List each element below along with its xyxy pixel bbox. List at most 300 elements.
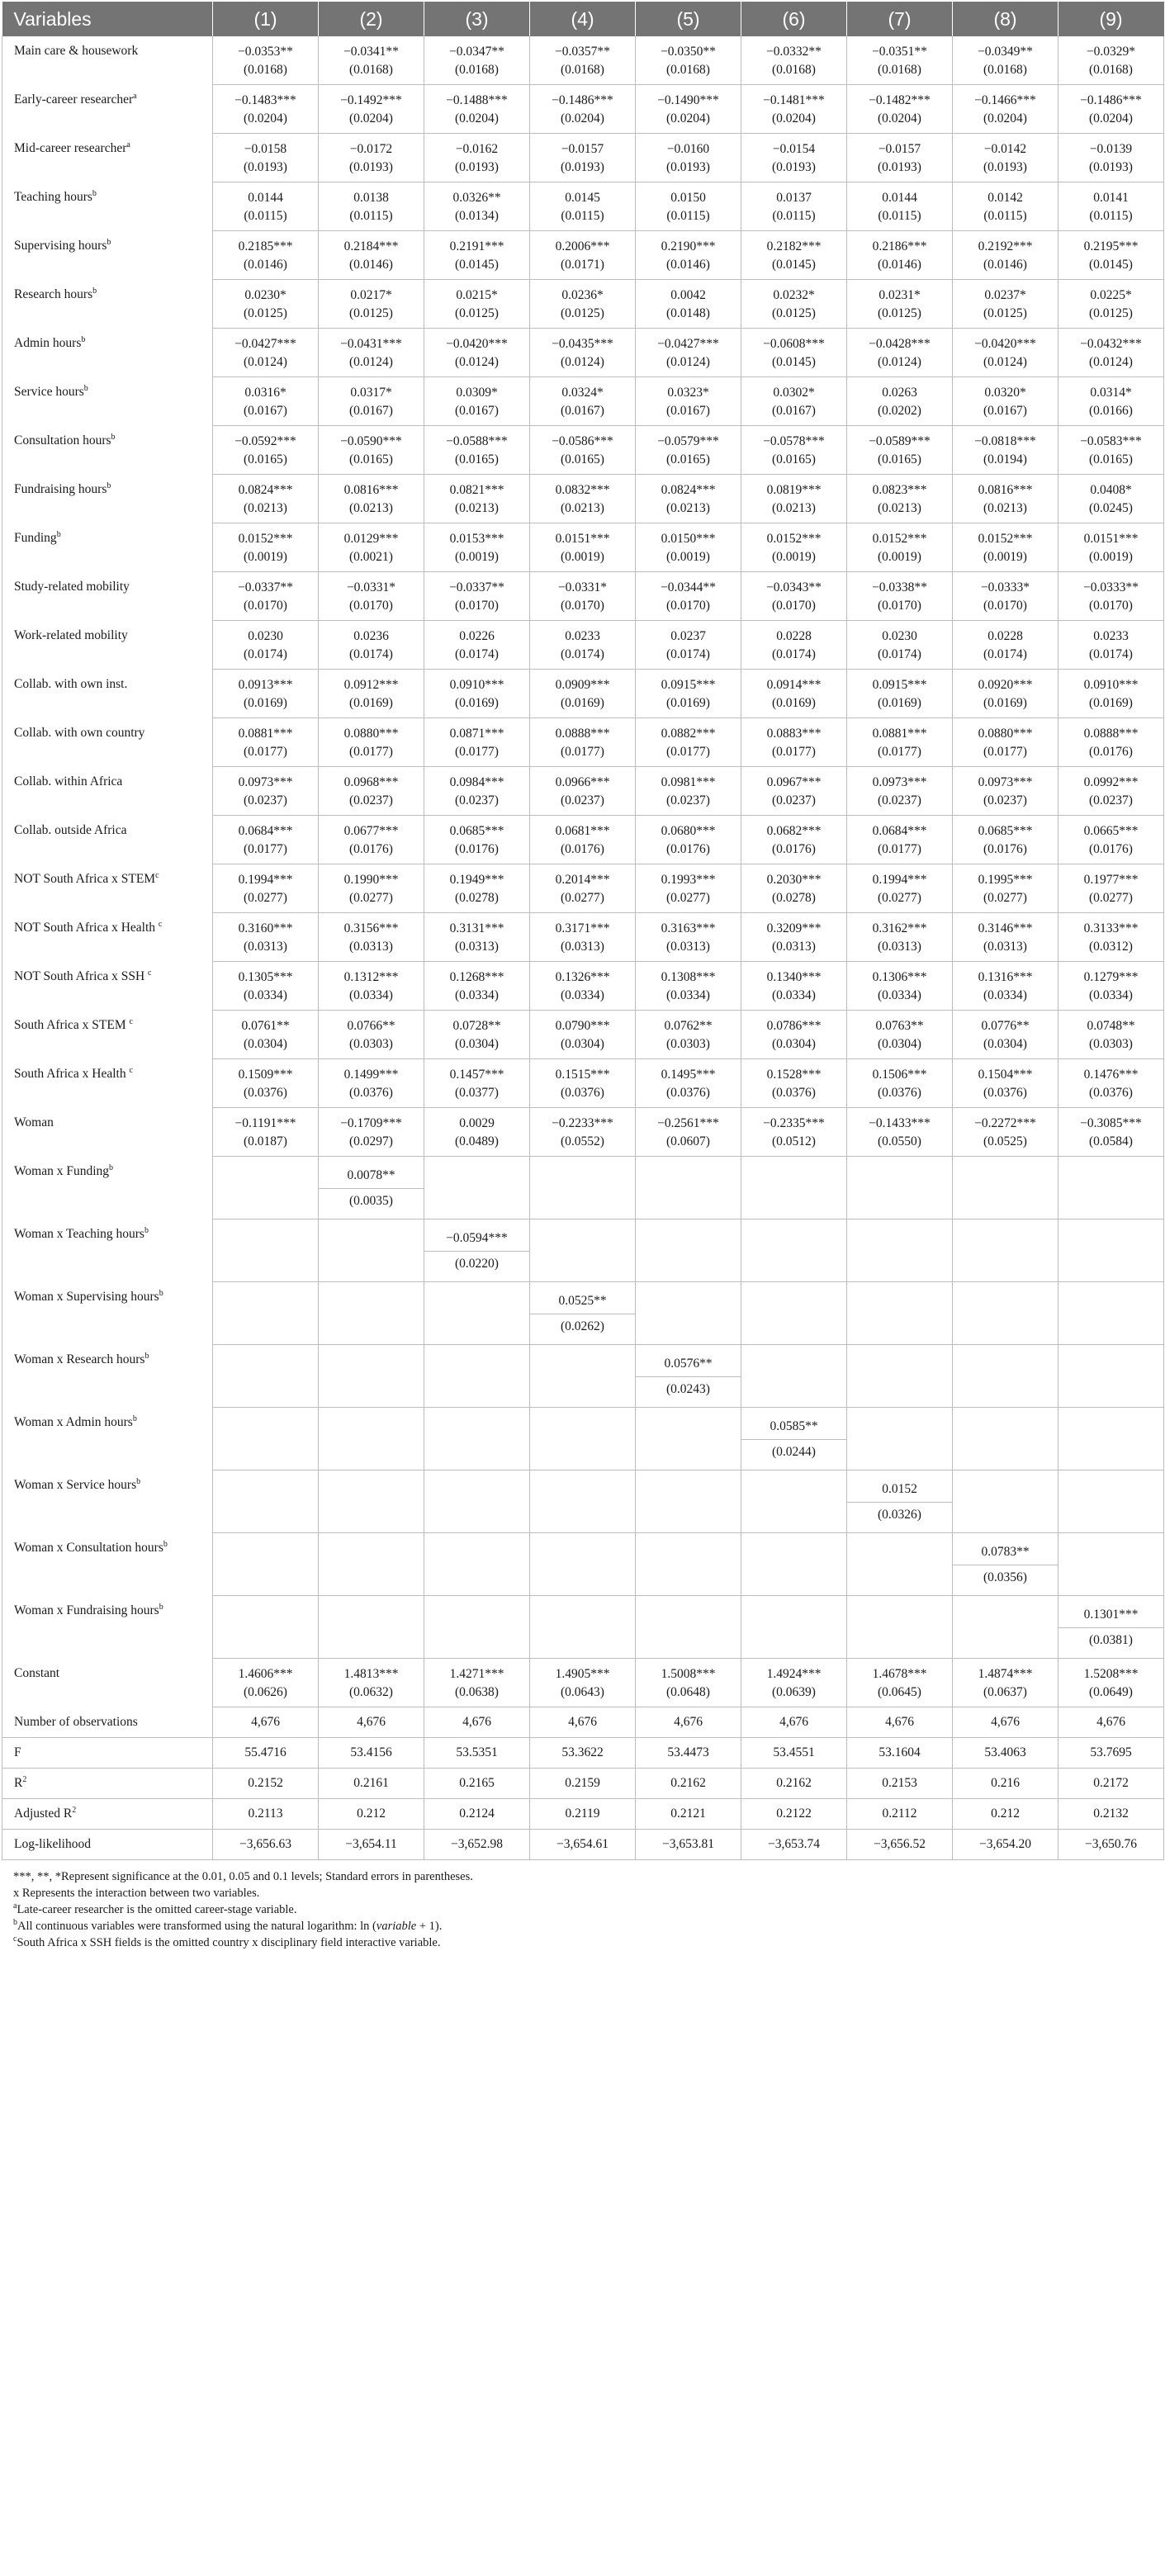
std-error-cell: (0.0277) (953, 889, 1058, 913)
std-error-cell: (0.0648) (636, 1683, 741, 1707)
std-error-cell: (0.0278) (741, 889, 847, 913)
statistic-cell: 53.4063 (953, 1738, 1058, 1769)
empty-cell (741, 1470, 847, 1503)
coefficient-cell: −0.0349** (953, 36, 1058, 61)
coefficient-cell: 0.0981*** (636, 767, 741, 793)
statistic-cell: 0.2162 (636, 1769, 741, 1799)
std-error-cell: (0.0019) (636, 548, 741, 572)
coefficient-cell: 0.0144 (847, 182, 953, 208)
variable-name: Mid-career researcher (14, 140, 127, 155)
coefficient-cell: 0.0324* (530, 377, 636, 403)
coefficient-cell: 0.0151*** (530, 523, 636, 549)
std-error-cell: (0.0124) (319, 353, 424, 377)
coefficient-cell: 0.0230 (847, 621, 953, 646)
coefficient-cell: 0.0316* (213, 377, 319, 403)
std-error-cell: (0.0174) (424, 646, 530, 670)
std-error-cell: (0.0125) (530, 305, 636, 329)
empty-cell (741, 1596, 847, 1628)
footnote-marker: c (129, 1065, 133, 1075)
table-note (13, 1918, 1163, 1934)
empty-cell (213, 1189, 319, 1219)
coefficient-cell: 0.1995*** (953, 864, 1058, 890)
empty-cell (953, 1345, 1058, 1377)
statistic-cell: 0.2162 (741, 1769, 847, 1799)
empty-cell (1058, 1408, 1164, 1440)
coefficient-cell: 0.3171*** (530, 913, 636, 939)
coefficient-cell: −0.1191*** (213, 1108, 319, 1134)
coefficient-cell: 0.1990*** (319, 864, 424, 890)
footnote-marker: b (144, 1225, 149, 1235)
variable-label (2, 1596, 213, 1659)
empty-cell (424, 1377, 530, 1408)
std-error-cell: (0.0019) (847, 548, 953, 572)
statistic-row (2, 1799, 1164, 1830)
coefficient-cell: −0.0427*** (636, 329, 741, 354)
statistic-cell: 4,676 (953, 1707, 1058, 1738)
coefficient-cell: 0.0326** (424, 182, 530, 208)
coefficient-cell: 0.0973*** (953, 767, 1058, 793)
coefficient-cell: 0.0302* (741, 377, 847, 403)
table-note (13, 1885, 1163, 1901)
std-error-cell: (0.0489) (424, 1133, 530, 1157)
statistic-cell: 4,676 (741, 1707, 847, 1738)
coefficient-cell: −0.0589*** (847, 426, 953, 452)
variable-label (2, 377, 213, 426)
std-error-cell: (0.0115) (1058, 207, 1164, 231)
coefficient-cell: −0.0583*** (1058, 426, 1164, 452)
empty-cell (1058, 1314, 1164, 1345)
empty-cell (424, 1503, 530, 1533)
empty-cell (741, 1533, 847, 1565)
statistic-cell: 0.2161 (319, 1769, 424, 1799)
empty-cell (213, 1157, 319, 1189)
variable-name: Work-related mobility (14, 627, 128, 642)
coefficient-cell: −0.1486*** (530, 85, 636, 111)
variable-name: Woman x Funding (14, 1163, 110, 1178)
statistic-cell: −3,656.63 (213, 1830, 319, 1860)
empty-cell (1058, 1470, 1164, 1503)
variable-name: Research hours (14, 286, 93, 301)
coefficient-cell: 0.0832*** (530, 475, 636, 500)
empty-cell (847, 1377, 953, 1408)
statistic-cell: 0.2122 (741, 1799, 847, 1830)
coefficient-cell: −0.0578*** (741, 426, 847, 452)
std-error-cell: (0.0174) (1058, 646, 1164, 670)
std-error-cell: (0.0115) (636, 207, 741, 231)
variable-label (2, 231, 213, 280)
table-note (13, 1901, 1163, 1918)
std-error-cell: (0.0237) (741, 792, 847, 816)
coefficient-cell: 1.5208*** (1058, 1659, 1164, 1684)
statistic-cell: 0.2121 (636, 1799, 741, 1830)
empty-cell (213, 1628, 319, 1659)
variable-label (2, 1157, 213, 1219)
std-error-cell: (0.0168) (213, 61, 319, 85)
empty-cell (847, 1252, 953, 1282)
empty-cell (424, 1533, 530, 1565)
empty-cell (424, 1440, 530, 1470)
footnote-marker: b (159, 1602, 163, 1612)
header-model: (1) (213, 2, 319, 36)
footnote-marker: a (133, 91, 137, 101)
table-row (2, 1108, 1164, 1134)
footnote-marker: a (126, 140, 130, 149)
note-text: x Represents the interaction between two variables. (13, 1887, 260, 1900)
variable-name: Woman x Fundraising hours (14, 1603, 159, 1617)
std-error-cell: (0.0552) (530, 1133, 636, 1157)
std-error-cell: (0.0193) (424, 159, 530, 182)
coefficient-cell: 0.1476*** (1058, 1059, 1164, 1085)
std-error-cell: (0.0170) (424, 597, 530, 621)
std-error-cell: (0.0313) (213, 938, 319, 962)
empty-cell (1058, 1157, 1164, 1189)
empty-cell (847, 1157, 953, 1189)
footnote-marker: b (144, 1351, 149, 1361)
std-error-cell: (0.0125) (953, 305, 1058, 329)
empty-cell (847, 1533, 953, 1565)
std-error-cell: (0.0035) (319, 1189, 424, 1219)
statistic-cell: 0.2119 (530, 1799, 636, 1830)
coefficient-cell: 0.0912*** (319, 670, 424, 695)
coefficient-cell: 0.0910*** (1058, 670, 1164, 695)
std-error-cell: (0.0237) (847, 792, 953, 816)
std-error-cell: (0.0304) (213, 1035, 319, 1059)
empty-cell (847, 1408, 953, 1440)
std-error-cell: (0.0170) (636, 597, 741, 621)
coefficient-cell: 0.3209*** (741, 913, 847, 939)
std-error-cell: (0.0193) (319, 159, 424, 182)
table-row (2, 329, 1164, 354)
coefficient-cell: 0.0763** (847, 1011, 953, 1036)
empty-cell (319, 1219, 424, 1252)
coefficient-cell: 0.3163*** (636, 913, 741, 939)
std-error-cell: (0.0165) (741, 451, 847, 475)
coefficient-cell: 0.0233 (530, 621, 636, 646)
empty-cell (213, 1440, 319, 1470)
empty-cell (847, 1219, 953, 1252)
coefficient-cell: 0.0984*** (424, 767, 530, 793)
std-error-cell: (0.0334) (1058, 987, 1164, 1011)
std-error-cell: (0.0125) (1058, 305, 1164, 329)
empty-cell (424, 1408, 530, 1440)
variable-name: Collab. with own country (14, 725, 145, 740)
empty-cell (530, 1628, 636, 1659)
coefficient-cell: 0.1509*** (213, 1059, 319, 1085)
empty-cell (319, 1314, 424, 1345)
empty-cell (1058, 1189, 1164, 1219)
coefficient-cell: 0.0228 (741, 621, 847, 646)
std-error-cell: (0.0169) (424, 694, 530, 718)
empty-cell (213, 1565, 319, 1596)
std-error-cell: (0.0167) (636, 402, 741, 426)
std-error-cell: (0.0245) (1058, 500, 1164, 523)
std-error-cell: (0.0124) (424, 353, 530, 377)
coefficient-cell: −0.0142 (953, 134, 1058, 159)
variable-label (2, 767, 213, 816)
footnote-marker: b (13, 1918, 17, 1928)
variable-name: NOT South Africa x SSH (14, 968, 149, 983)
coefficient-cell: −0.0158 (213, 134, 319, 159)
coefficient-cell: 0.0142 (953, 182, 1058, 208)
std-error-cell: (0.0204) (319, 110, 424, 134)
statistic-cell: 0.2152 (213, 1769, 319, 1799)
table-row (2, 864, 1164, 890)
std-error-cell: (0.0168) (741, 61, 847, 85)
empty-cell (953, 1377, 1058, 1408)
coefficient-cell: 0.0728** (424, 1011, 530, 1036)
coefficient-cell: 0.2191*** (424, 231, 530, 257)
coefficient-cell: 0.0824*** (636, 475, 741, 500)
coefficient-cell: 0.0910*** (424, 670, 530, 695)
std-error-cell: (0.0204) (636, 110, 741, 134)
interaction-row (2, 1282, 1164, 1314)
std-error-cell: (0.0165) (530, 451, 636, 475)
statistic-cell: 0.212 (319, 1799, 424, 1830)
interaction-row (2, 1533, 1164, 1565)
empty-cell (319, 1408, 424, 1440)
empty-cell (741, 1377, 847, 1408)
coefficient-cell: 0.0153*** (424, 523, 530, 549)
empty-cell (847, 1565, 953, 1596)
coefficient-cell: −0.0431*** (319, 329, 424, 354)
empty-cell (953, 1503, 1058, 1533)
std-error-cell: (0.0277) (213, 889, 319, 913)
statistic-cell: 53.1604 (847, 1738, 953, 1769)
std-error-cell: (0.0168) (424, 61, 530, 85)
empty-cell (530, 1565, 636, 1596)
std-error-cell: (0.0643) (530, 1683, 636, 1707)
empty-cell (319, 1345, 424, 1377)
interaction-row (2, 1408, 1164, 1440)
coefficient-cell: −0.0592*** (213, 426, 319, 452)
coefficient-cell: 0.0681*** (530, 816, 636, 841)
std-error-cell: (0.0177) (530, 743, 636, 767)
empty-cell (530, 1189, 636, 1219)
coefficient-cell: 0.0914*** (741, 670, 847, 695)
std-error-cell: (0.0125) (847, 305, 953, 329)
std-error-cell: (0.0237) (319, 792, 424, 816)
table-row (2, 816, 1164, 841)
coefficient-cell: 0.0145 (530, 182, 636, 208)
empty-cell (953, 1440, 1058, 1470)
coefficient-cell: 0.0819*** (741, 475, 847, 500)
std-error-cell: (0.0277) (847, 889, 953, 913)
std-error-cell: (0.0125) (213, 305, 319, 329)
std-error-cell: (0.0304) (741, 1035, 847, 1059)
std-error-cell: (0.0204) (847, 110, 953, 134)
std-error-cell: (0.0202) (847, 402, 953, 426)
std-error-cell: (0.0204) (213, 110, 319, 134)
empty-cell (213, 1219, 319, 1252)
std-error-cell: (0.0313) (530, 938, 636, 962)
coefficient-cell: 0.3160*** (213, 913, 319, 939)
variable-label (2, 1769, 213, 1799)
footnote-marker: b (132, 1413, 137, 1423)
std-error-cell: (0.0177) (319, 743, 424, 767)
statistic-row (2, 1707, 1164, 1738)
statistic-row (2, 1738, 1164, 1769)
coefficient-cell: 0.0888*** (1058, 718, 1164, 744)
std-error-cell: (0.0177) (847, 743, 953, 767)
footnote-marker: c (13, 1934, 17, 1944)
std-error-cell: (0.0638) (424, 1683, 530, 1707)
coefficient-cell: −0.1481*** (741, 85, 847, 111)
coefficient-cell: 0.0217* (319, 280, 424, 305)
std-error-cell: (0.0148) (636, 305, 741, 329)
table-row (2, 182, 1164, 208)
statistic-cell: 0.2165 (424, 1769, 530, 1799)
variable-label (2, 280, 213, 329)
coefficient-cell: 0.1495*** (636, 1059, 741, 1085)
statistic-cell: 53.3622 (530, 1738, 636, 1769)
empty-cell (636, 1157, 741, 1189)
std-error-cell: (0.0115) (213, 207, 319, 231)
std-error-cell: (0.0512) (741, 1133, 847, 1157)
std-error-cell: (0.0176) (953, 841, 1058, 864)
coefficient-cell: 0.1993*** (636, 864, 741, 890)
statistic-cell: 4,676 (847, 1707, 953, 1738)
coefficient-cell: 0.0684*** (213, 816, 319, 841)
empty-cell (424, 1628, 530, 1659)
std-error-cell: (0.0304) (424, 1035, 530, 1059)
coefficient-cell: −0.0432*** (1058, 329, 1164, 354)
coefficient-cell: −0.0357** (530, 36, 636, 61)
empty-cell (424, 1282, 530, 1314)
std-error-cell: (0.0204) (424, 110, 530, 134)
interaction-row (2, 1345, 1164, 1377)
statistic-cell: 4,676 (1058, 1707, 1164, 1738)
empty-cell (636, 1252, 741, 1282)
coefficient-cell: −0.1466*** (953, 85, 1058, 111)
coefficient-cell: −0.0162 (424, 134, 530, 159)
variable-name: Woman x Research hours (14, 1352, 145, 1366)
coefficient-cell: 0.2014*** (530, 864, 636, 890)
statistic-cell: 53.4473 (636, 1738, 741, 1769)
std-error-cell: (0.0177) (213, 841, 319, 864)
std-error-cell: (0.0213) (213, 500, 319, 523)
coefficient-cell: −0.1488*** (424, 85, 530, 111)
coefficient-cell: 1.4874*** (953, 1659, 1058, 1684)
variable-name: Collab. with own inst. (14, 676, 128, 691)
coefficient-cell: 0.0913*** (213, 670, 319, 695)
std-error-cell: (0.0626) (213, 1683, 319, 1707)
coefficient-cell: 0.0237 (636, 621, 741, 646)
statistic-cell: 53.4551 (741, 1738, 847, 1769)
coefficient-cell: −0.0608*** (741, 329, 847, 354)
variable-name: Woman x Admin hours (14, 1414, 133, 1429)
coefficient-cell: −0.0427*** (213, 329, 319, 354)
header-model: (9) (1058, 2, 1164, 36)
empty-cell (319, 1628, 424, 1659)
coefficient-cell: 0.0309* (424, 377, 530, 403)
empty-cell (319, 1440, 424, 1470)
coefficient-cell: 0.1949*** (424, 864, 530, 890)
std-error-cell: (0.0176) (1058, 841, 1164, 864)
table-row (2, 1011, 1164, 1036)
coefficient-cell: 0.3162*** (847, 913, 953, 939)
std-error-cell: (0.0376) (1058, 1084, 1164, 1108)
std-error-cell: (0.0262) (530, 1314, 636, 1345)
coefficient-cell: −0.0157 (530, 134, 636, 159)
std-error-cell: (0.0165) (319, 451, 424, 475)
std-error-cell: (0.0124) (847, 353, 953, 377)
coefficient-cell: −0.0333** (1058, 572, 1164, 598)
table-row (2, 670, 1164, 695)
statistic-cell: −3,656.52 (847, 1830, 953, 1860)
coefficient-cell: 0.2190*** (636, 231, 741, 257)
interaction-row (2, 1470, 1164, 1503)
empty-cell (847, 1345, 953, 1377)
std-error-cell: (0.0174) (636, 646, 741, 670)
statistic-cell: −3,653.81 (636, 1830, 741, 1860)
std-error-cell: (0.0124) (213, 353, 319, 377)
std-error-cell: (0.0376) (953, 1084, 1058, 1108)
empty-cell (953, 1628, 1058, 1659)
std-error-cell: (0.0237) (424, 792, 530, 816)
coefficient-cell: 0.2182*** (741, 231, 847, 257)
coefficient-cell: 0.0790*** (530, 1011, 636, 1036)
coefficient-cell: 0.0882*** (636, 718, 741, 744)
empty-cell (636, 1408, 741, 1440)
coefficient-cell: −0.0332** (741, 36, 847, 61)
std-error-cell: (0.0303) (636, 1035, 741, 1059)
coefficient-cell: 0.1326*** (530, 962, 636, 987)
coefficient-cell: 0.0078** (319, 1157, 424, 1189)
coefficient-cell: 0.0408* (1058, 475, 1164, 500)
std-error-cell: (0.0124) (530, 353, 636, 377)
variable-name: Woman x Teaching hours (14, 1226, 144, 1241)
std-error-cell: (0.0550) (847, 1133, 953, 1157)
coefficient-cell: 0.0230 (213, 621, 319, 646)
coefficient-cell: 0.2184*** (319, 231, 424, 257)
variable-name: Woman (14, 1115, 54, 1129)
header-variables: Variables (2, 2, 213, 36)
coefficient-cell: 0.0888*** (530, 718, 636, 744)
std-error-cell: (0.0019) (213, 548, 319, 572)
std-error-cell: (0.0244) (741, 1440, 847, 1470)
statistic-cell: −3,654.20 (953, 1830, 1058, 1860)
empty-cell (319, 1377, 424, 1408)
std-error-cell: (0.0193) (636, 159, 741, 182)
coefficient-cell: 0.0576** (636, 1345, 741, 1377)
coefficient-cell: 0.0880*** (953, 718, 1058, 744)
coefficient-cell: 1.4271*** (424, 1659, 530, 1684)
statistic-cell: 0.212 (953, 1799, 1058, 1830)
coefficient-cell: −0.0818*** (953, 426, 1058, 452)
coefficient-cell: 0.0783** (953, 1533, 1058, 1565)
std-error-cell: (0.0193) (953, 159, 1058, 182)
std-error-cell: (0.0170) (741, 597, 847, 621)
footnote-marker: b (136, 1476, 141, 1486)
std-error-cell: (0.0169) (319, 694, 424, 718)
coefficient-cell: 0.0967*** (741, 767, 847, 793)
empty-cell (636, 1628, 741, 1659)
coefficient-cell: −0.0343** (741, 572, 847, 598)
std-error-cell: (0.0193) (530, 159, 636, 182)
coefficient-cell: 0.1316*** (953, 962, 1058, 987)
empty-cell (741, 1189, 847, 1219)
coefficient-cell: 0.0973*** (847, 767, 953, 793)
footnote-marker: b (107, 237, 111, 247)
note-text: ***, **, *Represent significance at the 0.01, 0.05 and 0.1 levels; Standard errors in parentheses. (13, 1870, 473, 1883)
std-error-cell: (0.0165) (213, 451, 319, 475)
coefficient-cell: −0.1709*** (319, 1108, 424, 1134)
variable-label (2, 1830, 213, 1860)
footnote-marker: b (83, 383, 88, 393)
std-error-cell: (0.0115) (847, 207, 953, 231)
std-error-cell: (0.0204) (530, 110, 636, 134)
footnote-marker: b (56, 529, 61, 539)
